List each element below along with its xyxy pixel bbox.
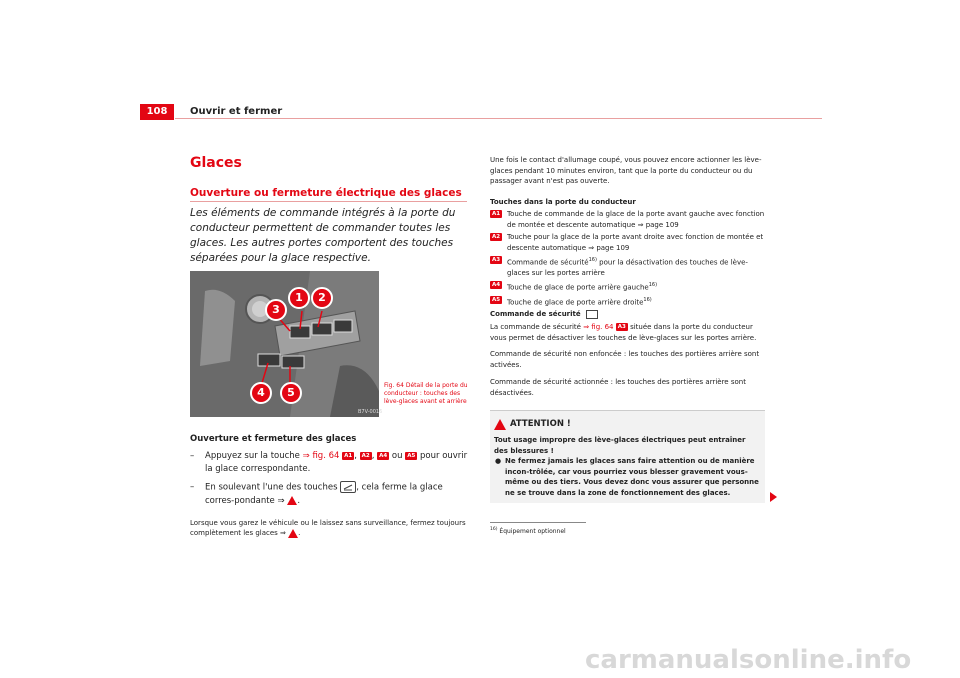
parking-note: Lorsque vous garez le véhicule ou le laissez sans surveillance, fermez toujours complètement les glaces ⇒ . bbox=[190, 519, 466, 537]
ignition-paragraph: Une fois le contact d'allumage coupé, vous pouvez encore actionner les lève-glaces pendant 10 minutes environ, tant que la porte du conducteur ou du passager avant n'est pas ouverte. bbox=[490, 156, 762, 185]
section-subtitle: Ouverture ou fermeture électrique des glaces bbox=[190, 187, 462, 199]
callout-3: 3 bbox=[265, 299, 287, 321]
door-control-figure bbox=[190, 271, 383, 417]
page-number: 108 bbox=[140, 104, 174, 120]
section-intro: Les éléments de commande intégrés à la porte du conducteur permettent de commander toutes les glaces. Les autres portes comportent des touches séparées pour la glace respective. bbox=[190, 207, 456, 264]
list-item: A2 Touche pour la glace de la porte avant droite avec fonction de montée et descente automatique ⇒ page 109 bbox=[492, 233, 764, 252]
step-close-post: , cela ferme la glace corres-pondante ⇒ bbox=[205, 482, 443, 506]
figure-reference-link[interactable]: ⇒ fig. 64 bbox=[302, 451, 340, 461]
page-header-title: Ouvrir et fermer bbox=[190, 106, 283, 117]
step-open: – Appuyez sur la touche ⇒ fig. 64 A1 , A2 , A4 ou A5 pour ouvrir la glace correspondante. bbox=[190, 451, 468, 474]
warning-icon bbox=[287, 496, 297, 505]
step-close-pre: En soulevant l'une des touches bbox=[205, 482, 341, 493]
figure-reference-link[interactable]: ⇒ fig. 64 bbox=[583, 323, 614, 331]
callout-5: 5 bbox=[280, 382, 302, 404]
step-close: – En soulevant l'une des touches , cela ferme la glace corres-pondante ⇒ . bbox=[190, 482, 443, 506]
warning-title: ATTENTION ! bbox=[510, 419, 571, 429]
step-open-pre: Appuyez sur la touche bbox=[205, 451, 303, 461]
badge-a3: A3 bbox=[617, 324, 626, 330]
badge-a1: A1 bbox=[344, 452, 353, 459]
callout-4: 4 bbox=[250, 382, 272, 404]
touches-list bbox=[490, 209, 770, 310]
next-page-arrow-icon[interactable] bbox=[770, 492, 777, 502]
securite-heading: Commande de sécurité bbox=[490, 309, 598, 320]
touches-heading: Touches dans la porte du conducteur bbox=[490, 198, 636, 206]
callout-2: 2 bbox=[311, 287, 333, 309]
footnote-divider bbox=[490, 522, 586, 523]
callout-1: 1 bbox=[288, 287, 310, 309]
child-lock-icon bbox=[586, 310, 598, 319]
list-item: A4 Touche de glace de porte arrière gauche$^{16)}$ bbox=[492, 282, 658, 292]
securite-on-paragraph: Commande de sécurité actionnée : les touches des portières arrière sont désactivées. bbox=[490, 378, 746, 397]
bullet-icon: ● bbox=[495, 457, 502, 465]
list-item: A1 Touche de commande de la glace de la porte avant gauche avec fonction de montée et descente automatique ⇒ page 109 bbox=[492, 210, 765, 229]
securite-off-paragraph: Commande de sécurité non enfoncée : les touches des portières arrière sont activées. bbox=[490, 350, 760, 369]
step-dash: – bbox=[190, 451, 195, 461]
figure-code: B7V-0016 bbox=[358, 409, 383, 415]
figure-caption: Fig. 64 Détail de la porte du conducteur : touches des lève-glaces avant et arrière bbox=[384, 382, 468, 405]
footnote: $^{16)}$ Équipement optionnel bbox=[490, 527, 566, 535]
subtitle-divider bbox=[190, 201, 467, 202]
watermark: carmanualsonline.info bbox=[585, 645, 912, 675]
badge-a4: A4 bbox=[379, 452, 388, 459]
warning-box bbox=[490, 410, 765, 503]
badge-a2: A2 bbox=[361, 452, 370, 459]
warning-body: Tout usage impropre des lève-glaces électriques peut entraîner des blessures ! ● Ne fermez jamais les glaces sans faire attention ou de manière incon-trôlée, car vous pourriez vous blesser gravement vous-même ou des tiers. Vous devez donc vous assurer que personne ne se trouve dans la zone de fonctionnement des glaces. bbox=[494, 436, 759, 497]
header-divider bbox=[175, 118, 822, 119]
step-open-post: pour ouvrir la glace correspondante. bbox=[205, 451, 468, 474]
badge-a5: A5 bbox=[407, 452, 416, 459]
window-switch-icon bbox=[340, 481, 356, 493]
procedure-heading: Ouverture et fermeture des glaces bbox=[190, 434, 357, 444]
securite-paragraph: La commande de sécurité ⇒ fig. 64 A3 située dans la porte du conducteur vous permet de désactiver les touches de lève-glaces sur les portes arrière. bbox=[490, 323, 757, 342]
list-item: A5 Touche de glace de porte arrière droite$^{16)}$ bbox=[492, 297, 652, 307]
warning-icon bbox=[288, 529, 298, 538]
list-item: A3 Commande de sécurité$^{16)}$ pour la désactivation des touches de lève-glaces sur les portes arrière bbox=[492, 257, 748, 277]
warning-icon bbox=[494, 419, 506, 430]
section-title: Glaces bbox=[190, 155, 242, 171]
